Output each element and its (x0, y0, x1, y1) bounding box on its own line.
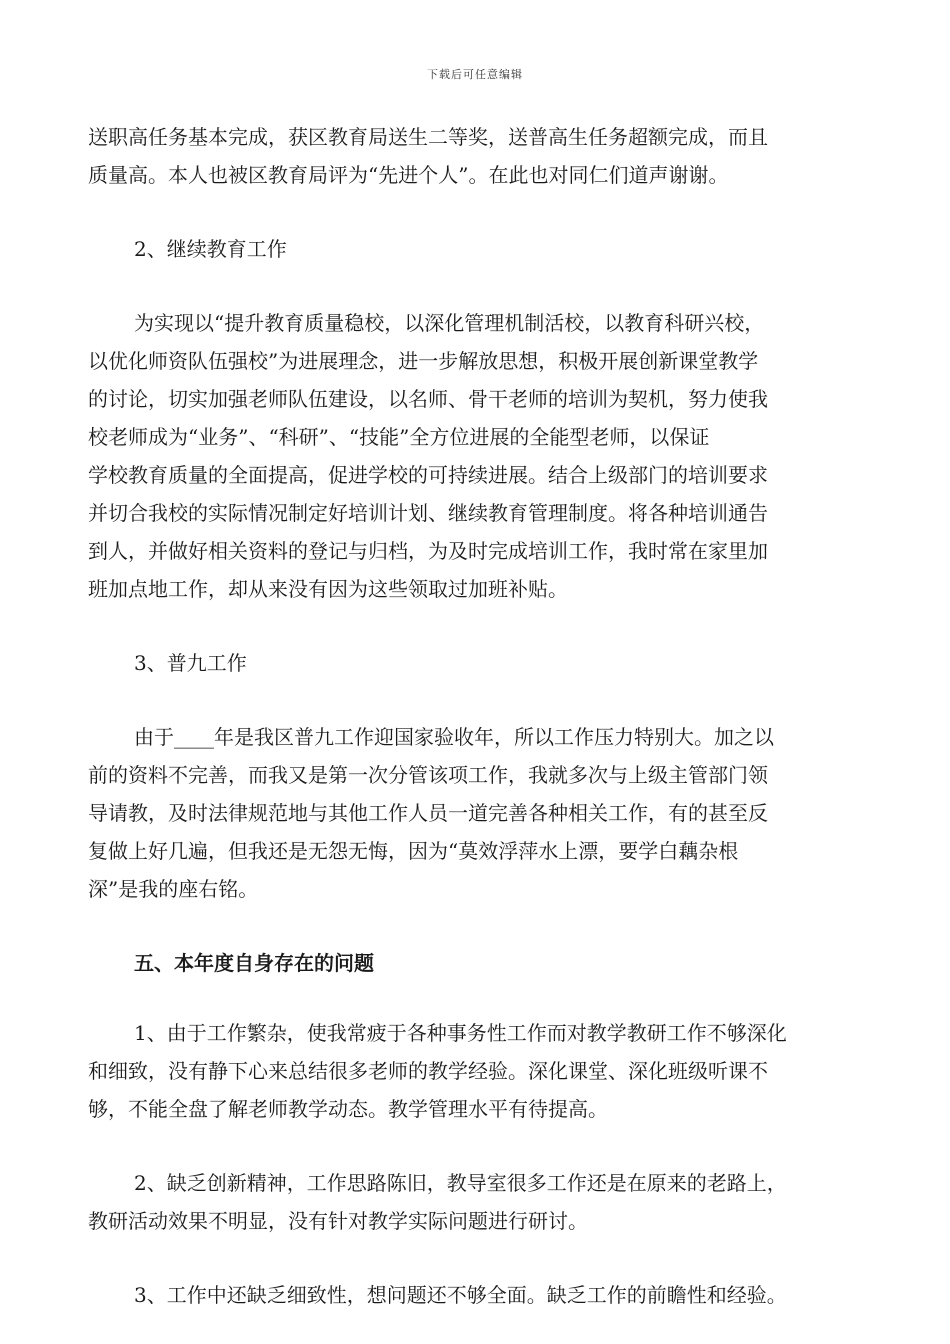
text-line: 并切合我校的实际情况制定好培训计划、继续教育管理制度。将各种培训通告 (88, 501, 768, 525)
document-body (88, 118, 863, 1314)
paragraph-problem-1 (88, 1014, 863, 1128)
paragraph-problem-3 (88, 1276, 863, 1314)
text-line: 以优化师资队伍强校”为进展理念，进一步解放思想，积极开展创新课堂教学 (88, 349, 759, 373)
text-line: 送职高任务基本完成，获区教育局送生二等奖，送普高生任务超额完成，而且 (88, 125, 768, 149)
paragraph-compulsory-education (88, 718, 863, 908)
subheading-text: 3、普九工作 (134, 651, 247, 675)
subheading-continuing-education (88, 230, 863, 268)
text-line: 导请教，及时法律规范地与其他工作人员一道完善各种相关工作，有的甚至反 (88, 801, 768, 825)
text-line: 班加点地工作，却从来没有因为这些领取过加班补贴。 (88, 577, 568, 601)
paragraph-continuation (88, 118, 863, 194)
text-line: 3、工作中还缺乏细致性，想问题还不够全面。缺乏工作的前瞻性和经验。 (134, 1283, 787, 1307)
text-line: 学校教育质量的全面提高，促进学校的可持续进展。结合上级部门的培训要求 (88, 463, 768, 487)
text-line: 校老师成为“业务”、“科研”、“技能”全方位进展的全能型老师，以保证 (88, 425, 710, 449)
text-line: 到人，并做好相关资料的登记与归档，为及时完成培训工作，我时常在家里加 (88, 539, 768, 563)
text-line: 深”是我的座右铭。 (88, 877, 259, 901)
text-line: 够，不能全盘了解老师教学动态。教学管理水平有待提高。 (88, 1097, 608, 1121)
paragraph-problem-2 (88, 1164, 863, 1240)
text-line: 为实现以“提升教育质量稳校，以深化管理机制活校，以教育科研兴校， (134, 311, 765, 335)
subheading-text: 2、继续教育工作 (134, 237, 287, 261)
section-heading-text: 五、本年度自身存在的问题 (134, 951, 374, 975)
text-line: 教研活动效果不明显，没有针对教学实际问题进行研讨。 (88, 1209, 588, 1233)
paragraph-continuing-education (88, 304, 863, 608)
page-header-note: 下载后可任意编辑 (427, 68, 523, 81)
text-line: 和细致，没有静下心来总结很多老师的教学经验。深化课堂、深化班级听课不 (88, 1059, 768, 1083)
text-line: 1、由于工作繁杂，使我常疲于各种事务性工作而对教学教研工作不够深化 (134, 1021, 787, 1045)
text-line: 2、缺乏创新精神，工作思路陈旧，教导室很多工作还是在原来的老路上， (134, 1171, 787, 1195)
text-line: 复做上好几遍，但我还是无怨无悔，因为“莫效浮萍水上漂，要学白藕杂根 (88, 839, 739, 863)
text-line: 的讨论，切实加强老师队伍建设，以名师、骨干老师的培训为契机，努力使我 (88, 387, 768, 411)
text-line: 质量高。本人也被区教育局评为“先进个人”。在此也对同仁们道声谢谢。 (88, 163, 729, 187)
text-line: 由于____年是我区普九工作迎国家验收年，所以工作压力特别大。加之以 (134, 725, 774, 749)
section-heading-problems (88, 944, 863, 982)
text-line: 前的资料不完善，而我又是第一次分管该项工作，我就多次与上级主管部门领 (88, 763, 768, 787)
subheading-compulsory-education (88, 644, 863, 682)
